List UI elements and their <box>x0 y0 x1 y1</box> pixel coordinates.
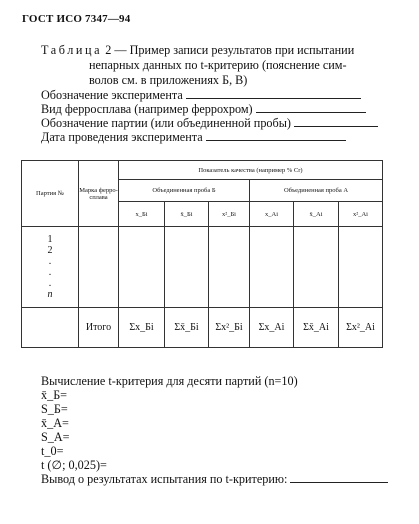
subheader-x2-a: x²_Ai <box>339 202 383 227</box>
batch-numbers-cell: 1 2 . . . n <box>22 227 79 308</box>
calc-line-s-b: S_Б= <box>41 402 68 416</box>
data-cell <box>119 227 165 308</box>
calc-line-xbar-b: x̄_Б= <box>41 388 68 402</box>
total-label: Итого <box>79 308 119 348</box>
field-experiment-date: Дата проведения эксперимента <box>41 130 346 145</box>
calc-conclusion: Вывод о результатах испытания по t-критерию: <box>41 472 388 487</box>
table-caption-line-2: непарных данных по t-критерию (пояснение сим- <box>89 58 347 72</box>
calc-title: Вычисление t-критерия для десяти партий (n=10) <box>41 374 298 388</box>
subheader-x2-b: x²_Бi <box>209 202 250 227</box>
fill-line <box>294 116 378 127</box>
subheader-x-b: x_Бi <box>119 202 165 227</box>
total-x2-b: Σx²_Бi <box>209 308 250 348</box>
data-cell <box>165 227 209 308</box>
caption-number: 2 <box>105 43 112 57</box>
results-table <box>21 160 383 348</box>
total-x-b: Σx_Бi <box>119 308 165 348</box>
fill-line <box>186 88 361 99</box>
header-group-a: Объединенная проба А <box>250 180 383 202</box>
caption-word: Таблица <box>41 43 103 57</box>
fill-line <box>290 472 388 483</box>
total-x-a: Σx_Ai <box>250 308 294 348</box>
field-experiment-id: Обозначение эксперимента <box>41 88 361 103</box>
total-spacer <box>22 308 79 348</box>
header-group-b: Объединенная проба Б <box>119 180 250 202</box>
data-cell <box>79 227 119 308</box>
total-xbar-b: Σx̄_Бi <box>165 308 209 348</box>
field-batch-id: Обозначение партии (или объединенной пробы) <box>41 116 378 131</box>
table-caption-line-1 <box>41 43 354 58</box>
calc-line-s-a: S_A= <box>41 430 70 444</box>
header-quality: Показатель качества (например % Cr) <box>119 161 383 180</box>
calc-line-t0: t_0= <box>41 444 64 458</box>
data-cell <box>294 227 339 308</box>
fill-line <box>256 102 366 113</box>
caption-rest: — Пример записи результатов при испытании <box>114 43 355 57</box>
calc-line-xbar-a: x̄_A= <box>41 416 69 430</box>
fill-line <box>206 130 346 141</box>
header-batch: Партия № <box>22 161 79 227</box>
subheader-xbar-a: x̄_Ai <box>294 202 339 227</box>
data-cell <box>250 227 294 308</box>
table-caption-line-3: волов см. в приложениях Б, В) <box>89 73 248 87</box>
calc-line-t-table: t (∅; 0,025)= <box>41 458 107 472</box>
header-grade: Марка ферро-сплава <box>79 161 119 227</box>
total-xbar-a: Σx̄_Ai <box>294 308 339 348</box>
data-cell <box>339 227 383 308</box>
subheader-xbar-b: x̄_Бi <box>165 202 209 227</box>
document-header: ГОСТ ИСО 7347—94 <box>22 13 131 25</box>
subheader-x-a: x_Ai <box>250 202 294 227</box>
field-alloy-type: Вид ферросплава (например феррохром) <box>41 102 366 117</box>
data-cell <box>209 227 250 308</box>
total-x2-a: Σx²_Ai <box>339 308 383 348</box>
